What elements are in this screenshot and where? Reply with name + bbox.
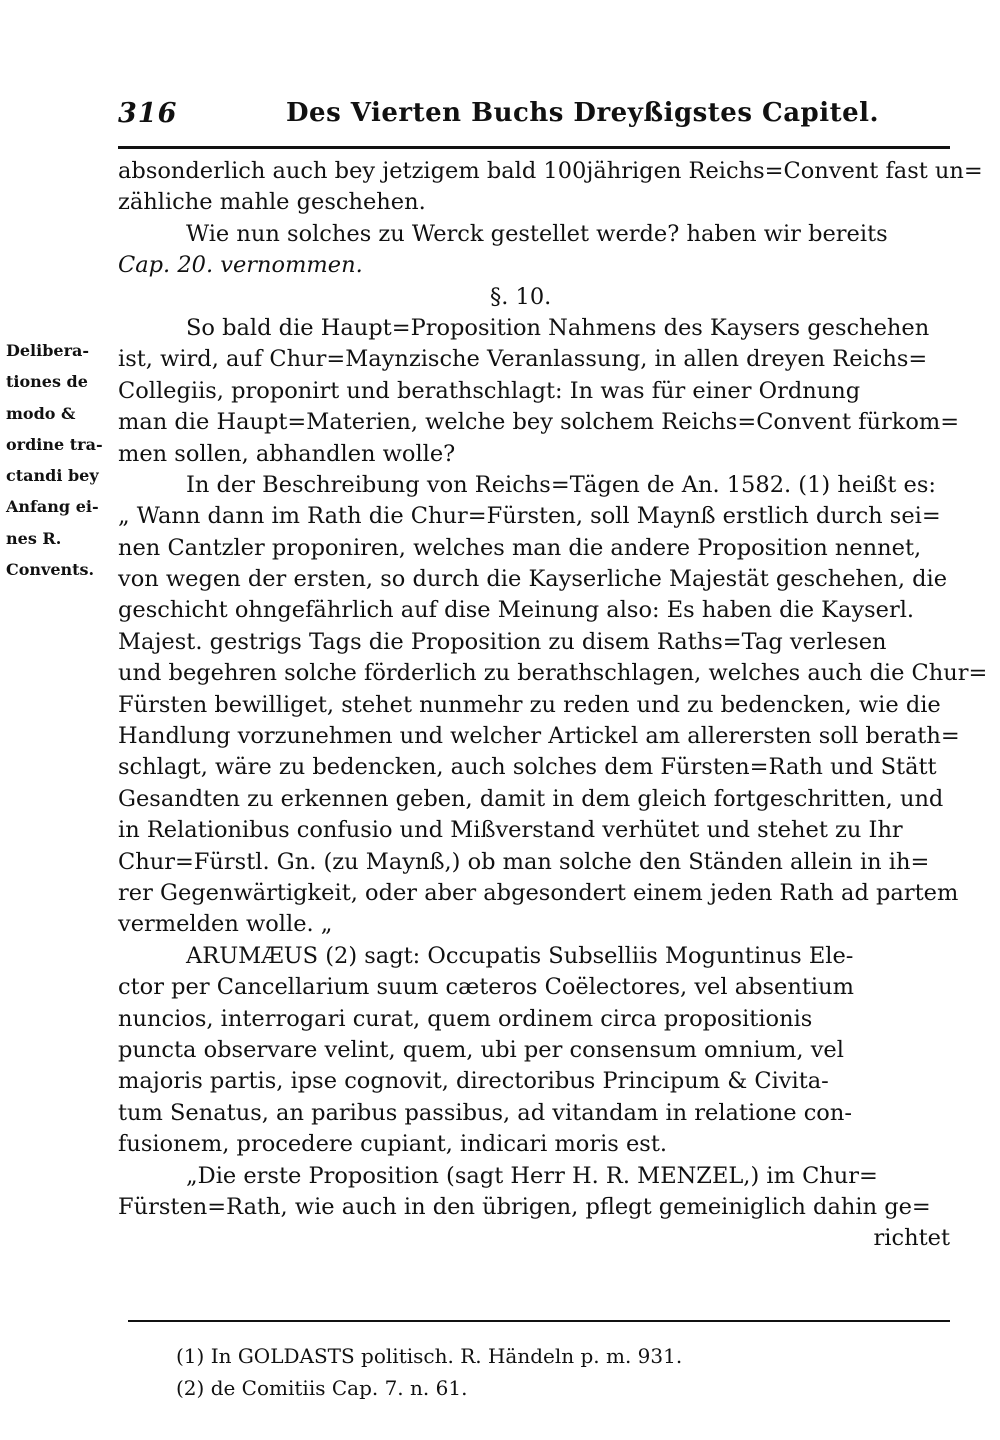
text-line: So bald die Haupt=Proposition Nahmens des Kaysers geschehen [186, 314, 930, 341]
footnote-1: (1) In GOLDASTS politisch. R. Händeln p. m. 931. [176, 1344, 683, 1368]
text-line: ARUMÆUS (2) sagt: Occupatis Subselliis Moguntinus Ele- [186, 942, 854, 969]
text-line: und begehren solche förderlich zu berathschlagen, welches auch die Chur= [118, 660, 988, 687]
text-line: vermelden wolle. „ [118, 911, 333, 938]
text-line: rer Gegenwärtigkeit, oder aber abgesondert einem jeden Rath ad partem [118, 879, 959, 906]
text-line: in Relationibus confusio und Mißverstand verhütet und stehet zu Ihr [118, 817, 903, 844]
margin-note-line: modo & [6, 403, 76, 423]
text-line: men sollen, abhandlen wolle? [118, 440, 456, 467]
margin-note-line: tiones de [6, 372, 88, 392]
catchword: richtet [873, 1225, 950, 1252]
text-line: Gesandten zu erkennen geben, damit in dem gleich fortgeschritten, und [118, 785, 944, 812]
page-number: 316 [118, 98, 178, 129]
text-line: nuncios, interrogari curat, quem ordinem circa propositionis [118, 1005, 813, 1032]
text-line: ctor per Cancellarium suum cæteros Coëlectores, vel absentium [118, 974, 854, 1001]
text-line: geschicht ohngefährlich auf dise Meinung also: Es haben die Kayserl. [118, 597, 915, 624]
running-title: Des Vierten Buchs Dreyßigstes Capitel. [286, 98, 880, 128]
footnote-rule [128, 1320, 950, 1322]
text-line: schlagt, wäre zu bedencken, auch solches dem Fürsten=Rath und Stätt [118, 754, 937, 781]
footnote-2: (2) de Comitiis Cap. 7. n. 61. [176, 1376, 468, 1400]
margin-note-line: Anfang ei- [6, 497, 99, 517]
footnotes [176, 1340, 876, 1404]
text-line: Collegiis, proponirt und berathschlagt: In was für einer Ordnung [118, 377, 861, 404]
text-line: fusionem, procedere cupiant, indicari moris est. [118, 1131, 668, 1158]
text-line: puncta observare velint, quem, ubi per consensum omnium, vel [118, 1036, 844, 1063]
text-line: Majest. gestrigs Tags die Proposition zu disem Raths=Tag verlesen [118, 628, 887, 655]
margin-note-line: Convents. [6, 560, 95, 580]
margin-note-line: ordine tra- [6, 434, 103, 454]
section-heading: §. 10. [490, 283, 552, 310]
text-line: zähliche mahle geschehen. [118, 189, 426, 216]
text-line: man die Haupt=Materien, welche bey solchem Reichs=Convent fürkom= [118, 409, 960, 436]
text-line: „Die erste Proposition (sagt Herr H. R. MENZEL,) im Chur= [186, 1162, 878, 1189]
text-line: Fürsten=Rath, wie auch in den übrigen, pflegt gemeiniglich dahin ge= [118, 1193, 931, 1220]
text-line: Fürsten bewilliget, stehet nunmehr zu reden und zu bedencken, wie die [118, 691, 941, 718]
text-line: Wie nun solches zu Werck gestellet werde? haben wir bereits [186, 220, 888, 247]
text-line: Cap. 20. vernommen. [118, 252, 363, 279]
margin-note-line: ctandi bey [6, 466, 99, 486]
text-line: majoris partis, ipse cognovit, directoribus Principum & Civita- [118, 1068, 829, 1095]
text-line: Chur=Fürstl. Gn. (zu Maynß,) ob man solche den Ständen allein in ih= [118, 848, 930, 875]
text-line: „ Wann dann im Rath die Chur=Fürsten, soll Maynß erstlich durch sei= [118, 503, 941, 530]
text-line: nen Cantzler proponiren, welches man die andere Proposition nennet, [118, 534, 922, 561]
text-line: Handlung vorzunehmen und welcher Artickel am allerersten soll berath= [118, 723, 960, 750]
text-line: von wegen der ersten, so durch die Kayserliche Majestät geschehen, die [118, 566, 948, 593]
text-line: ist, wird, auf Chur=Maynzische Veranlassung, in allen dreyen Reichs= [118, 346, 928, 373]
text-line: absonderlich auch bey jetzigem bald 100jährigen Reichs=Convent fast un= [118, 158, 983, 184]
main-text [118, 156, 988, 1255]
margin-note [6, 335, 118, 585]
page-header [118, 98, 948, 134]
text-line: In der Beschreibung von Reichs=Tägen de An. 1582. (1) heißt es: [186, 471, 937, 498]
margin-note-line: nes R. [6, 528, 62, 548]
header-rule [118, 146, 950, 149]
margin-note-line: Delibera- [6, 341, 90, 360]
text-line: tum Senatus, an paribus passibus, ad vitandam in relatione con- [118, 1099, 852, 1126]
